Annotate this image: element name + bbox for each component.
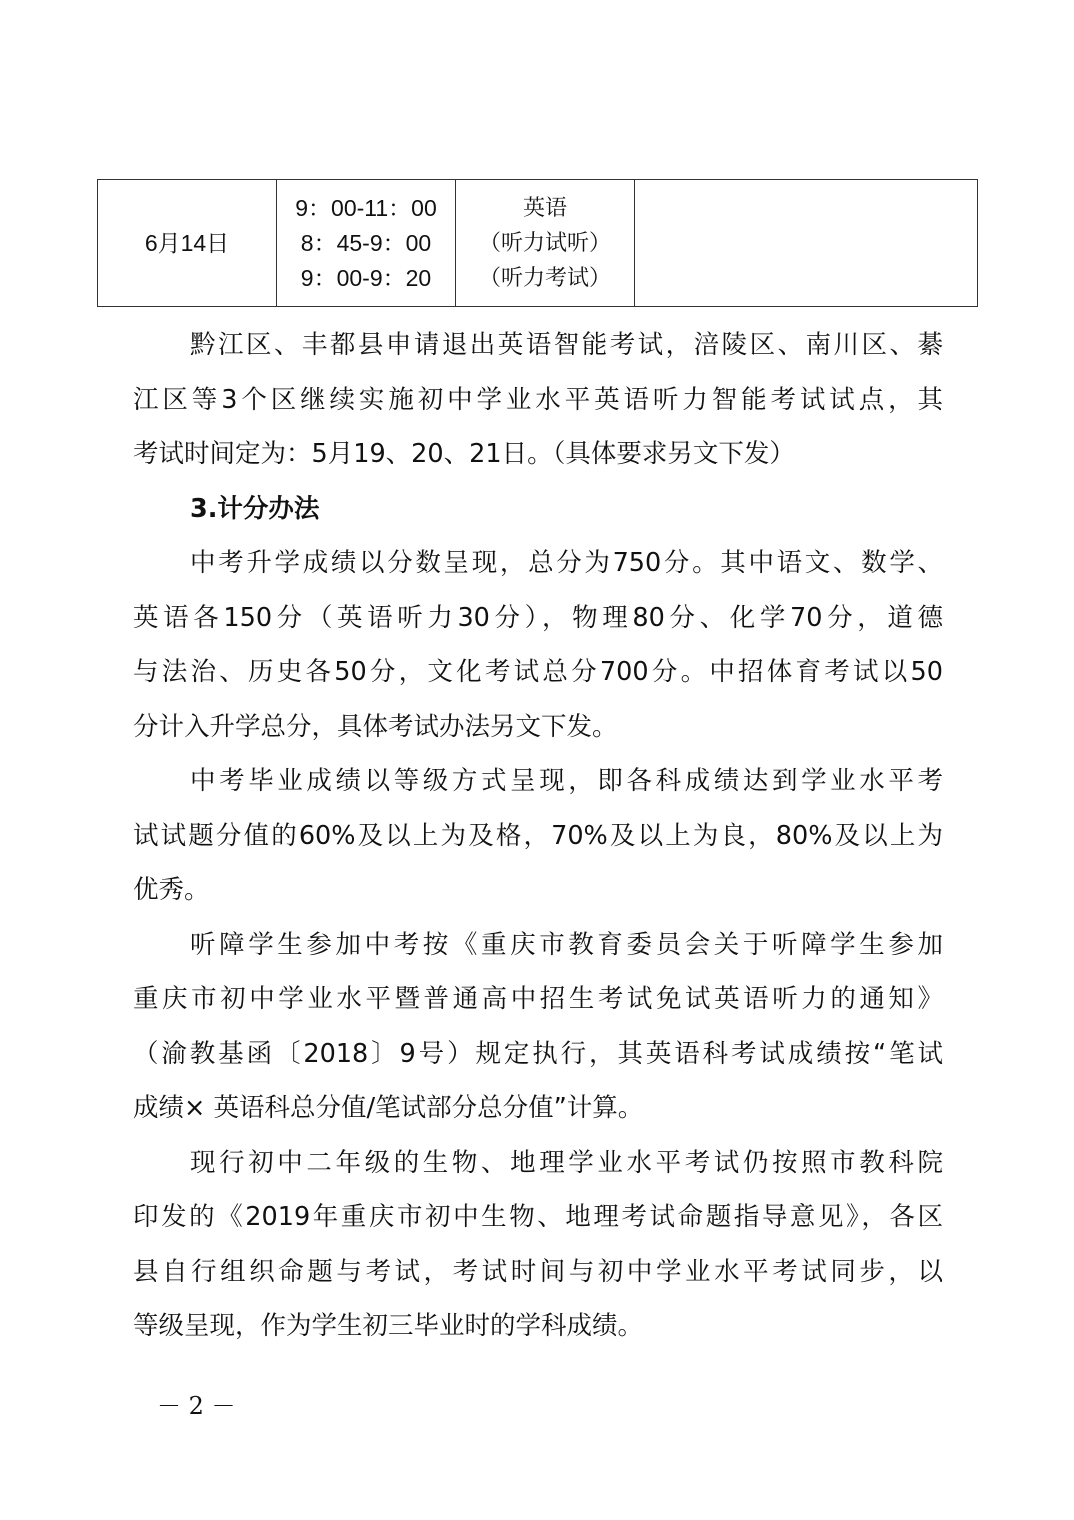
note-cell: [635, 180, 978, 307]
document-body: [133, 318, 943, 1354]
paragraph: [133, 918, 943, 1136]
paragraph: [133, 1136, 943, 1354]
date-cell: 6月14日: [98, 180, 277, 307]
text-line: 等级呈现，作为学生初三毕业时的学科成绩。: [133, 1311, 644, 1341]
text-line: 与法治、历史各50分，文化考试总分700分。中招体育考试以50: [133, 657, 943, 687]
time-line: 9：00-9：20: [300, 264, 432, 291]
section-heading: [133, 482, 943, 537]
text-line: 江区等3个区继续实施初中学业水平英语听力智能考试试点，其: [133, 384, 943, 415]
text-line: （渝教基函〔2018〕9号）规定执行，其英语科考试成绩按“笔试: [133, 1038, 943, 1069]
text-line: 试试题分值的60%及以上为及格，70%及以上为良，80%及以上为: [133, 820, 943, 851]
paragraph: [133, 318, 943, 482]
subject-line: （听力试听）: [478, 230, 611, 256]
paragraph: [133, 536, 943, 754]
text-line: 现行初中二年级的生物、地理学业水平考试仍按照市教科院: [190, 1147, 943, 1178]
table-row: [98, 180, 978, 307]
subject-line: 英语: [522, 195, 567, 221]
paragraph: [133, 754, 943, 918]
time-cell: [277, 180, 456, 307]
text-line: 印发的《2019年重庆市初中生物、地理考试命题指导意见》，各区: [133, 1202, 943, 1232]
page-number: － 2 －: [157, 1392, 236, 1420]
text-line: 中考毕业成绩以等级方式呈现，即各科成绩达到学业水平考: [190, 766, 943, 796]
text-line: 3.计分办法: [190, 493, 320, 524]
exam-schedule-table: [97, 179, 978, 307]
subject-cell: [456, 180, 635, 307]
text-line: 英语各150分（英语听力30分），物理80分、化学70分，道德: [133, 602, 943, 633]
text-line: 考试时间定为：5月19、20、21日。（具体要求另文下发）: [133, 439, 795, 469]
time-line: 9：00-11：00: [295, 194, 437, 221]
text-line: 优秀。: [133, 875, 210, 905]
text-line: 成绩× 英语科总分值/笔试部分总分值”计算。: [133, 1093, 644, 1123]
text-line: 黔江区、丰都县申请退出英语智能考试，涪陵区、南川区、綦: [190, 330, 943, 360]
text-line: 中考升学成绩以分数呈现，总分为750分。其中语文、数学、: [190, 548, 943, 578]
time-line: 8：45-9：00: [300, 229, 432, 256]
text-line: 听障学生参加中考按《重庆市教育委员会关于听障学生参加: [190, 929, 943, 960]
text-line: 分计入升学总分，具体考试办法另文下发。: [133, 711, 618, 742]
text-line: 重庆市初中学业水平暨普通高中招生考试免试英语听力的通知》: [133, 984, 943, 1014]
subject-line: （听力考试）: [478, 265, 611, 291]
text-line: 县自行组织命题与考试，考试时间与初中学业水平考试同步，以: [133, 1256, 943, 1287]
